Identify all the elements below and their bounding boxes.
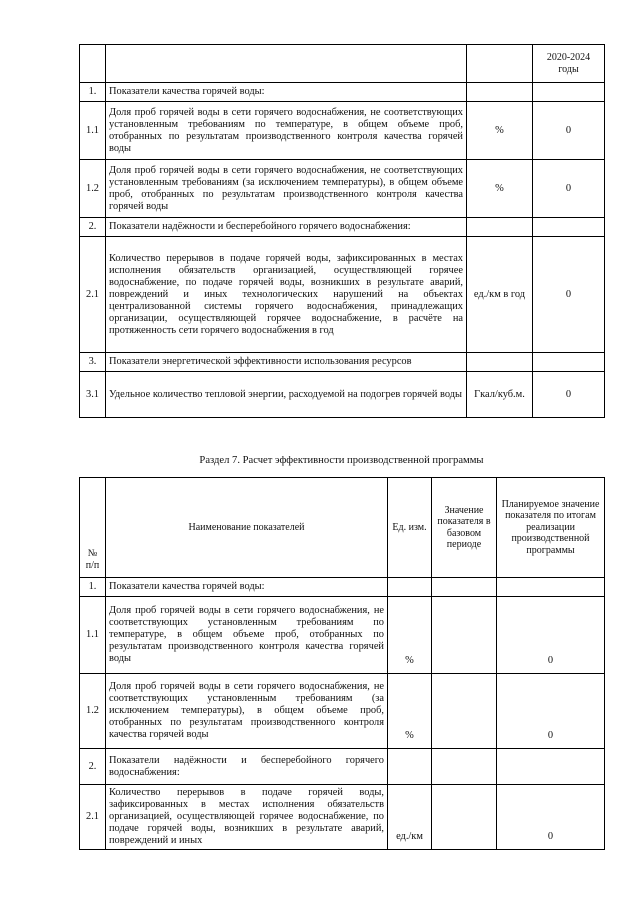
header-planned: Планируемое значение показателя по итогам реализации производственной программы (497, 478, 605, 578)
table-row (80, 218, 605, 237)
header-unit: Ед. изм. (388, 478, 432, 578)
row-text: Количество перерывов в подаче горячей воды, зафиксированных в местах исполнения обязательств организацией, осуществляющей горячее водоснабжение, по подаче горячей воды, возникших в результате аварий, повреждений и иных (106, 785, 388, 850)
table-header-row (80, 45, 605, 83)
row-num: 1. (80, 83, 106, 102)
row-unit: ед./км (388, 785, 432, 850)
row-planned: 0 (497, 597, 605, 674)
table-row (80, 372, 605, 418)
row-planned: 0 (497, 785, 605, 850)
row-value: 0 (533, 372, 605, 418)
row-text: Показатели надёжности и бесперебойного горячего водоснабжения: (106, 749, 388, 785)
row-base (432, 674, 497, 749)
row-planned (497, 749, 605, 785)
row-unit (388, 578, 432, 597)
header-cell-num (80, 45, 106, 83)
row-planned: 0 (497, 674, 605, 749)
efficiency-table (79, 477, 605, 850)
row-value: 0 (533, 237, 605, 353)
row-text: Количество перерывов в подаче горячей воды, зафиксированных в местах исполнения обязательств организацией, осуществляющей горячее водоснабжение, по подаче горячей воды, возникших в результате аварий, повреждений и иных технологических нарушений на объектах централизованной системы горячего водоснабжения, принадлежащих организации, осуществляющей горячее водоснабжение, в расчёте на протяженность сети горячего водоснабжения в год (106, 237, 467, 353)
table-row (80, 102, 605, 160)
header-cell-name (106, 45, 467, 83)
row-num: 2.1 (80, 785, 106, 850)
row-text: Показатели энергетической эффективности использования ресурсов (106, 353, 467, 372)
row-unit (467, 83, 533, 102)
row-num: 1.1 (80, 597, 106, 674)
row-unit: ед./км в год (467, 237, 533, 353)
row-num: 3.1 (80, 372, 106, 418)
row-unit: % (388, 597, 432, 674)
row-unit: % (467, 160, 533, 218)
header-name: Наименование показателей (106, 478, 388, 578)
table-row (80, 674, 605, 749)
row-unit (467, 353, 533, 372)
row-text: Доля проб горячей воды в сети горячего водоснабжения, не соответствующих установленным требованиям по температуре, в общем объеме проб, отобранных по результатам производственного контроля качества горячей воды (106, 597, 388, 674)
row-num: 1. (80, 578, 106, 597)
table-row (80, 785, 605, 850)
row-value (533, 353, 605, 372)
section-caption: Раздел 7. Расчет эффективности производственной программы (199, 455, 484, 466)
row-value: 0 (533, 160, 605, 218)
row-text: Показатели качества горячей воды: (106, 578, 388, 597)
row-value: 0 (533, 102, 605, 160)
indicators-table (79, 44, 605, 418)
row-base (432, 749, 497, 785)
row-text: Удельное количество тепловой энергии, расходуемой на подогрев горячей воды (106, 372, 467, 418)
row-unit: % (467, 102, 533, 160)
row-unit (388, 749, 432, 785)
row-base (432, 578, 497, 597)
row-text: Доля проб горячей воды в сети горячего водоснабжения, не соответствующих установленным требованиям по температуре, в общем объеме проб, отобранных по результатам производственного контроля качества горячей воды (106, 102, 467, 160)
row-unit: Гкал/куб.м. (467, 372, 533, 418)
table-row (80, 578, 605, 597)
row-planned (497, 578, 605, 597)
header-cell-unit (467, 45, 533, 83)
row-text: Показатели качества горячей воды: (106, 83, 467, 102)
table-row (80, 749, 605, 785)
row-base (432, 785, 497, 850)
row-num: 1.2 (80, 674, 106, 749)
row-unit (467, 218, 533, 237)
row-text: Доля проб горячей воды в сети горячего водоснабжения, не соответствующих установленным требованиям (за исключением температуры), в общем объеме проб, отобранных по результатам производственного контроля качества горячей воды (106, 160, 467, 218)
table-row (80, 83, 605, 102)
table-row (80, 353, 605, 372)
row-value (533, 83, 605, 102)
row-text: Доля проб горячей воды в сети горячего водоснабжения, не соответствующих установленным требованиям (за исключением температуры), в общем объеме проб, отобранных по результатам производственного контроля качества горячей воды (106, 674, 388, 749)
row-num: 1.2 (80, 160, 106, 218)
row-base (432, 597, 497, 674)
header-period: 2020-2024 годы (533, 45, 605, 83)
row-unit: % (388, 674, 432, 749)
header-base: Значение показателя в базовом периоде (432, 478, 497, 578)
table-row (80, 160, 605, 218)
header-num: № п/п (80, 478, 106, 578)
row-num: 2.1 (80, 237, 106, 353)
row-value (533, 218, 605, 237)
row-num: 2. (80, 749, 106, 785)
row-text: Показатели надёжности и бесперебойного горячего водоснабжения: (106, 218, 467, 237)
table-header-row (80, 478, 605, 578)
row-num: 1.1 (80, 102, 106, 160)
row-num: 2. (80, 218, 106, 237)
table-row (80, 237, 605, 353)
table-row (80, 597, 605, 674)
row-num: 3. (80, 353, 106, 372)
